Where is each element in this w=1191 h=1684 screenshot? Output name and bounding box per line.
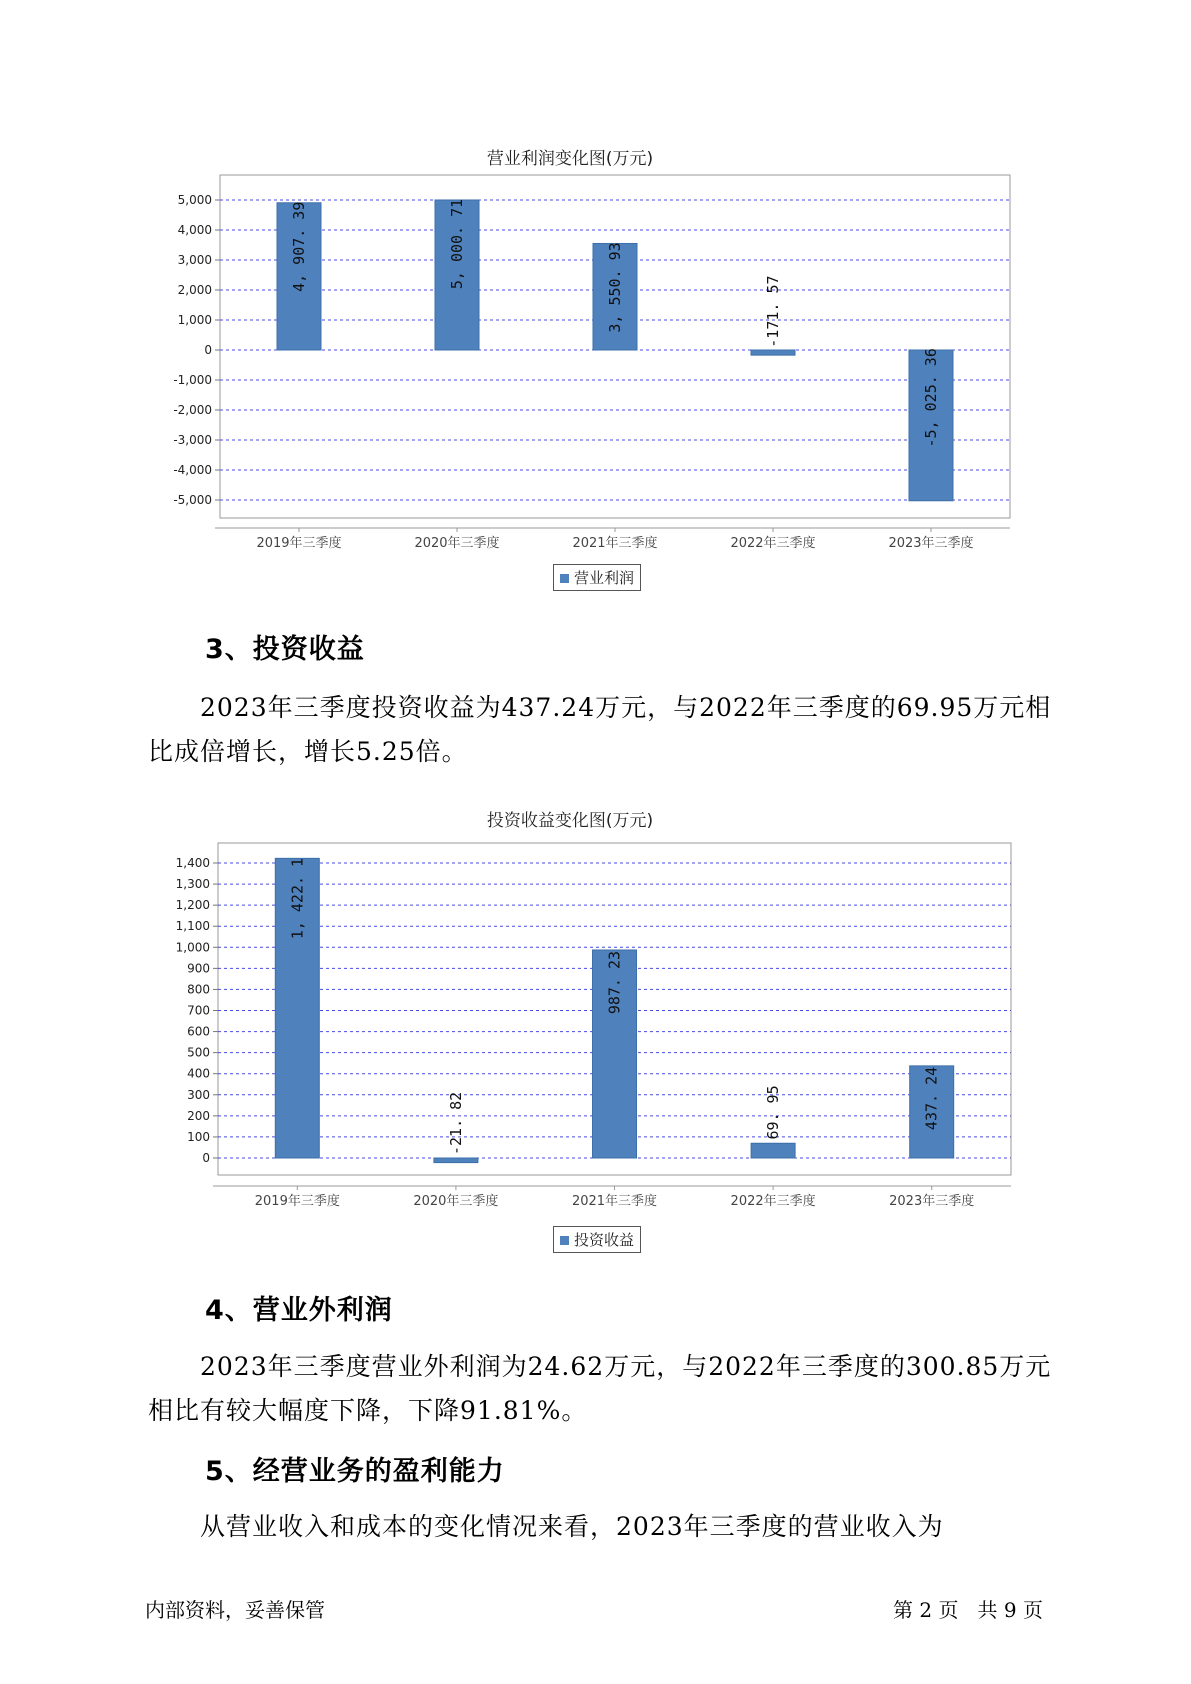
chart1-data-label: 4, 907. 39	[290, 201, 308, 292]
chart2-ytick-label: 200	[187, 1108, 210, 1123]
chart2-data-label: -21. 82	[446, 1091, 465, 1156]
chart1-category-label: 2023年三季度	[888, 536, 974, 551]
chart2-category-label: 2020年三季度	[413, 1194, 499, 1209]
chart2-legend	[553, 1226, 641, 1253]
chart1-ytick-label: -5,000	[173, 493, 212, 507]
chart2-ytick-label: 100	[187, 1129, 210, 1144]
chart2-ytick-label: 700	[187, 1003, 210, 1018]
chart1-ytick-label: 1,000	[177, 313, 212, 327]
footer-page-number: 第 2 页 共 9 页	[893, 1598, 1043, 1622]
chart1-ytick-label: -3,000	[173, 433, 212, 447]
chart1-ytick-label: 2,000	[177, 283, 212, 297]
section-text-5: 从营业收入和成本的变化情况来看，2023年三季度的营业收入为	[200, 1512, 944, 1541]
chart2-ytick-label: 0	[202, 1151, 210, 1165]
chart1-ytick-label: 4,000	[177, 223, 212, 237]
chart1-title: 营业利润变化图(万元)	[486, 149, 654, 169]
section-text-4: 2023年三季度营业外利润为24.62万元，与2022年三季度的300.85万元相比有较大幅度下降，下降91.81%。	[148, 1352, 1052, 1425]
chart2-title: 投资收益变化图(万元)	[486, 811, 654, 831]
chart2-ytick-label: 300	[187, 1087, 210, 1102]
section-heading-3: 3、投资收益	[205, 634, 365, 665]
section-heading-5: 5、经营业务的盈利能力	[205, 1456, 505, 1487]
chart1-data-label: 3, 550. 93	[606, 242, 624, 333]
chart1-ytick-label: 3,000	[177, 253, 212, 267]
chart2-ytick-label: 1,200	[175, 898, 210, 913]
chart2-data-label: 1, 422. 1	[288, 857, 307, 940]
chart1-category-label: 2019年三季度	[256, 536, 342, 551]
chart1-ytick-label: -4,000	[173, 463, 212, 477]
chart2-ytick-label: 800	[187, 982, 210, 997]
chart1-ytick-label: 5,000	[177, 193, 212, 207]
chart1-category-label: 2020年三季度	[414, 536, 500, 551]
chart2-data-label: 987. 23	[605, 950, 624, 1015]
chart2-bar	[751, 1143, 795, 1158]
chart2-ytick-label: 1,400	[175, 856, 210, 870]
chart2-legend-label: 投资收益	[574, 1231, 635, 1249]
chart1-ytick-label: -2,000	[173, 403, 212, 417]
chart1-data-label: -5, 025. 36	[922, 348, 940, 448]
legend-swatch	[560, 1236, 569, 1245]
chart2-category-label: 2021年三季度	[571, 1194, 658, 1209]
chart2-bar	[434, 1158, 478, 1163]
chart2-ytick-label: 900	[187, 961, 210, 976]
chart2-data-label: 437. 24	[922, 1066, 941, 1131]
chart2-data-label: 69. 95	[764, 1085, 783, 1140]
chart2-ytick-label: 400	[187, 1066, 210, 1081]
chart1-ytick-label: -1,000	[173, 373, 212, 387]
chart2-ytick-label: 600	[187, 1024, 210, 1039]
chart2-ytick-label: 1,000	[175, 940, 210, 955]
chart2-category-label: 2023年三季度	[889, 1194, 975, 1209]
section-heading-4: 4、营业外利润	[205, 1295, 393, 1326]
chart2-category-label: 2019年三季度	[254, 1194, 340, 1209]
chart1-category-label: 2021年三季度	[572, 536, 658, 551]
chart1-ytick-label: 0	[204, 343, 212, 357]
chart1-data-label: -171. 57	[764, 275, 782, 348]
footer-left: 内部资料，妥善保管	[145, 1598, 325, 1622]
chart1-legend-label: 营业利润	[574, 569, 635, 587]
chart2-ytick-label: 1,100	[175, 919, 210, 934]
chart2-ytick-label: 1,300	[175, 877, 210, 892]
chart2-ytick-label: 500	[187, 1045, 210, 1060]
chart1-category-label: 2022年三季度	[730, 536, 816, 551]
section-text-3: 2023年三季度投资收益为437.24万元，与2022年三季度的69.95万元相比成倍增长，增长5.25倍。	[148, 693, 1052, 766]
chart1-data-label: 5, 000. 71	[448, 198, 466, 290]
chart2-category-label: 2022年三季度	[730, 1194, 816, 1209]
